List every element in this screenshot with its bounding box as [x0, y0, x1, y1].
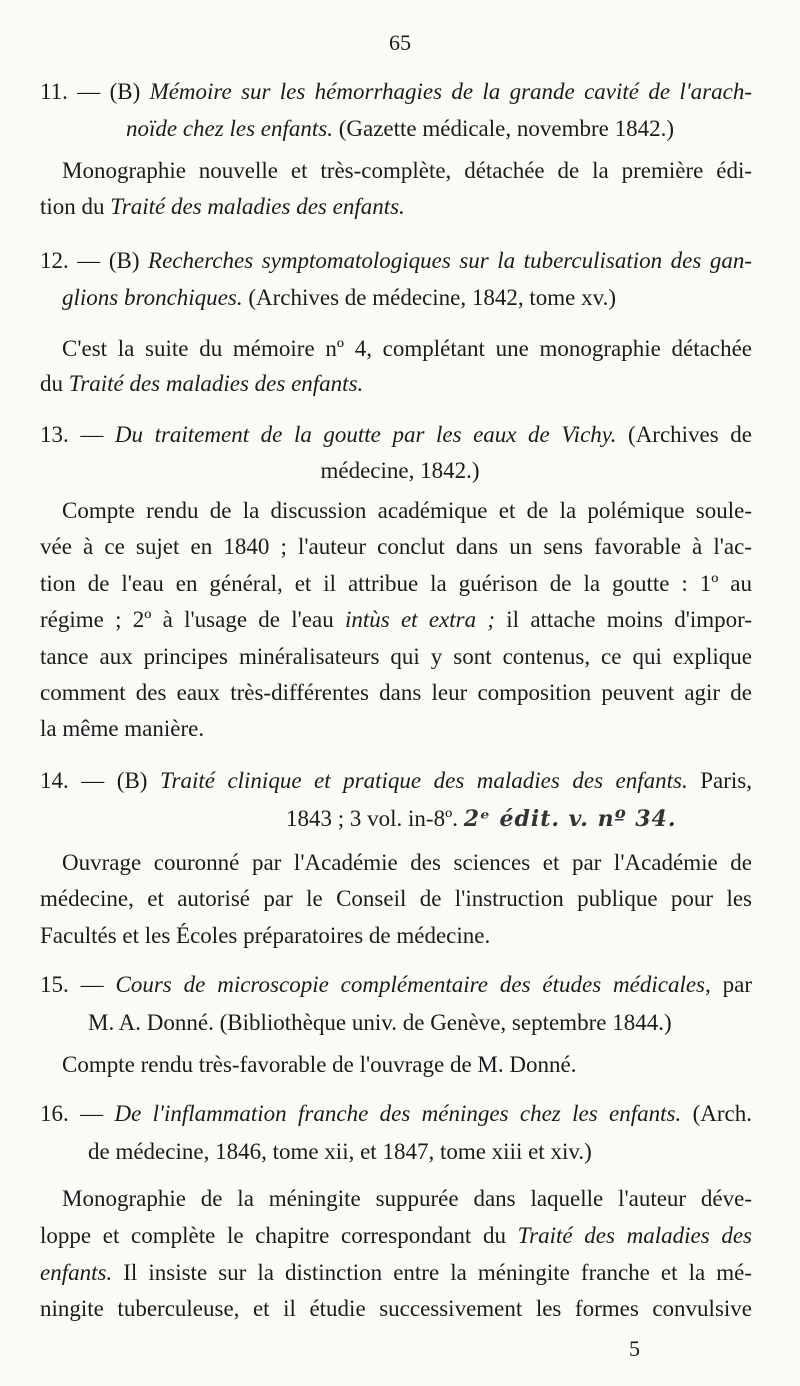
entry-16-line-1: 16. — De l'inflammation franche des méninges chez les enfants. (Arch. — [40, 1101, 752, 1126]
entry-12-line-2: glions bronchiques. (Archives de médecine, 1842, tome xv.) — [62, 285, 617, 310]
entry-14-desc-3: Facultés et les Écoles préparatoires de médecine. — [40, 923, 491, 948]
entry-16-line-2: de médecine, 1846, tome xii, et 1847, tome xiii et xiv.) — [88, 1139, 592, 1164]
entry-13-desc-5: tance aux principes minéralisateurs qui y sont contenus, ce qui explique — [40, 644, 752, 669]
entry-13-desc-7: la même manière. — [40, 716, 205, 741]
entry-11-desc-1: Monographie nouvelle et très-complète, détachée de la première édi- — [62, 158, 752, 183]
entry-15-desc-1: Compte rendu très-favorable de l'ouvrage de M. Donné. — [62, 1052, 577, 1077]
entry-16-desc-3: enfants. Il insiste sur la distinction entre la méningite franche et la mé- — [40, 1260, 752, 1285]
entry-14-desc-1: Ouvrage couronné par l'Académie des sciences et par l'Académie de — [62, 850, 752, 875]
entry-12-desc-2: du Traité des maladies des enfants. — [40, 371, 364, 396]
entry-13-line-2: médecine, 1842.) — [320, 458, 480, 483]
entry-14-line-2: 1843 ; 3 vol. in-8º. 2ᵉ édit. v. nº 34. — [286, 806, 677, 832]
entry-12-desc-1: C'est la suite du mémoire nº 4, complétant une monographie détachée — [62, 336, 752, 361]
entry-13-desc-2: vée à ce sujet en 1840 ; l'auteur conclut dans un sens favorable à l'ac- — [40, 534, 752, 559]
entry-13-desc-1: Compte rendu de la discussion académique et de la polémique soule- — [62, 498, 752, 523]
entry-13-desc-4: régime ; 2º à l'usage de l'eau intùs et extra ; il attache moins d'impor- — [40, 607, 752, 632]
entry-13-desc-6: comment des eaux très-différentes dans leur composition peuvent agir de — [40, 680, 752, 705]
entry-11-line-2: noïde chez les enfants. (Gazette médicale, novembre 1842.) — [126, 116, 674, 141]
entry-14-desc-2: médecine, et autorisé par le Conseil de l'instruction publique pour les — [40, 886, 752, 911]
entry-15-line-1: 15. — Cours de microscopie complémentaire des études médicales, par — [40, 972, 753, 997]
entry-11-desc-2: tion du Traité des maladies des enfants. — [40, 194, 405, 219]
entry-16-desc-1: Monographie de la méningite suppurée dans laquelle l'auteur déve- — [62, 1186, 752, 1211]
signature-mark: 5 — [629, 1336, 640, 1361]
entry-13-desc-3: tion de l'eau en général, et il attribue la guérison de la goutte : 1º au — [40, 571, 752, 596]
page-number: 65 — [389, 30, 411, 55]
entry-16-desc-2: loppe et complète le chapitre correspondant du Traité des maladies des — [40, 1223, 752, 1248]
entry-12-line-1: 12. — (B) Recherches symptomatologiques sur la tuberculisation des gan- — [40, 248, 752, 273]
entry-11-line-1: 11. — (B) Mémoire sur les hémorrhagies de la grande cavité de l'arach- — [40, 79, 752, 104]
handwritten-annotation: 2ᵉ édit. v. nº 34. — [463, 806, 677, 832]
entry-14-line-1: 14. — (B) Traité clinique et pratique des maladies des enfants. Paris, — [40, 768, 752, 793]
entry-13-line-1: 13. — Du traitement de la goutte par les eaux de Vichy. (Archives de — [40, 422, 752, 447]
entry-15-line-2: M. A. Donné. (Bibliothèque univ. de Genève, septembre 1844.) — [88, 1010, 672, 1035]
entry-16-desc-4: ningite tuberculeuse, et il étudie successivement les formes convulsive — [40, 1296, 752, 1321]
